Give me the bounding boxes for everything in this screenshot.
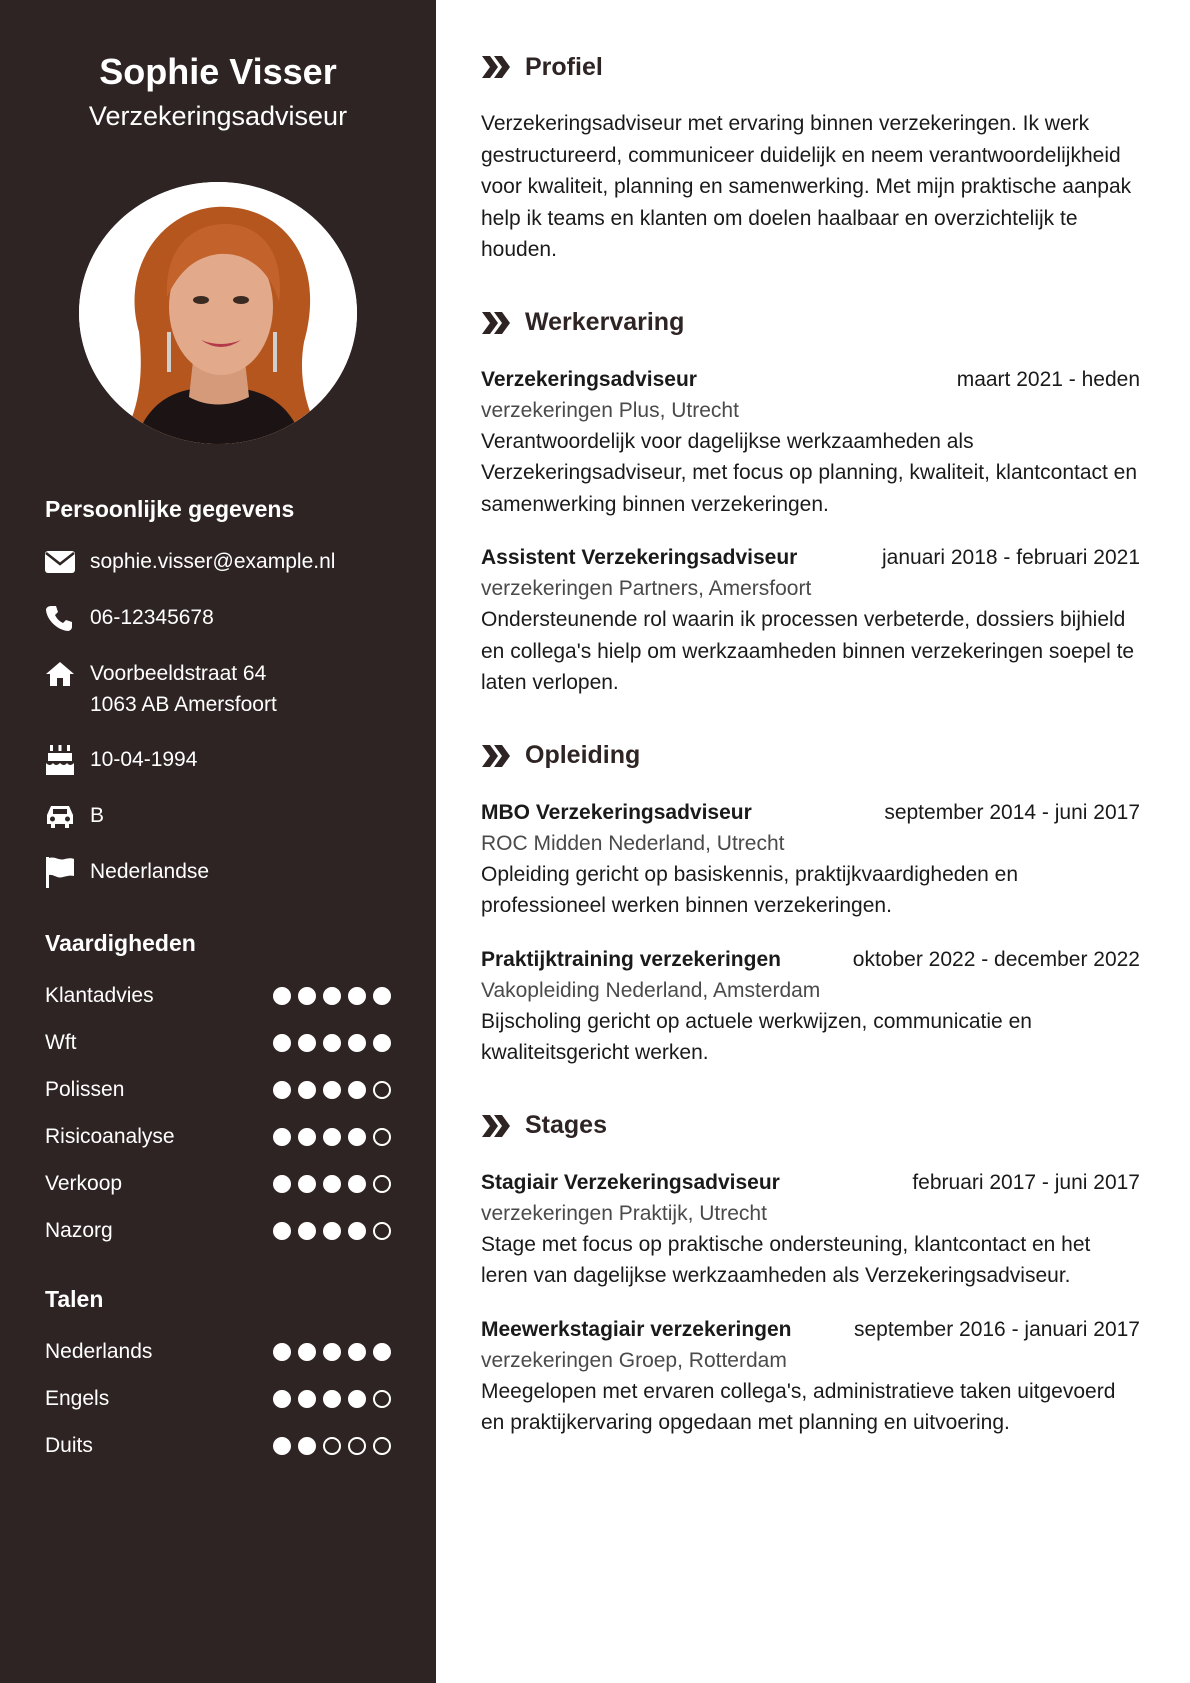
rating-dot [373,1034,391,1052]
rating-dot [298,1343,316,1361]
language-rating [271,1390,391,1408]
rating-dot [273,1437,291,1455]
rating-dot [298,1390,316,1408]
chevron-double-right-icon [481,55,525,79]
license-text: B [90,804,105,827]
language-row [45,1422,391,1469]
language-label: Duits [45,1433,93,1457]
entry-organization: verzekeringen Partners, Amersfoort [481,577,812,600]
skill-row [45,1207,391,1254]
birthdate-text: 10-04-1994 [90,748,198,771]
languages-section [45,1284,391,1469]
contact-phone [45,602,391,634]
entry-title: MBO Verzekeringsadviseur [481,800,752,824]
rating-dot [348,1175,366,1193]
entry-title: Meewerkstagiair verzekeringen [481,1317,792,1341]
rating-dot [298,987,316,1005]
language-row [45,1375,391,1422]
entry-period: september 2016 - januari 2017 [853,1317,1140,1341]
languages-heading: Talen [45,1286,104,1312]
rating-dot [273,1034,291,1052]
rating-dot [298,1437,316,1455]
flag-icon [45,856,90,888]
entry-description: Ondersteunende rol waarin ik processen verbeterde, dossiers bijhield en collega's hielp om werkzaamheden binnen verzekeringen soepel te laten verlopen. [481,608,1135,694]
entry-period: september 2014 - juni 2017 [884,800,1140,824]
cake-icon [45,744,90,776]
portrait-image [79,182,357,444]
skill-label: Wft [45,1030,77,1054]
rating-dot [348,1081,366,1099]
rating-dot [323,1343,341,1361]
entry-description: Stage met focus op praktische ondersteuning, klantcontact en het leren van dagelijkse werkzaamheden als Verzekeringsadviseur. [481,1232,1091,1287]
education-entry [481,797,1140,922]
skill-rating [271,1175,391,1193]
internships-heading: Stages [525,1111,607,1139]
entry-organization: verzekeringen Groep, Rotterdam [481,1348,787,1372]
chevron-double-right-icon [481,1114,525,1138]
rating-dot [273,1128,291,1146]
rating-dot [348,1222,366,1240]
personal-details-heading: Persoonlijke gegevens [45,496,295,522]
language-label: Engels [45,1386,110,1410]
rating-dot [298,1081,316,1099]
entry-period: oktober 2022 - december 2022 [852,947,1140,971]
chevron-double-right-icon [481,744,525,768]
rating-dot [298,1128,316,1146]
email-text: sophie.visser@example.nl [90,550,336,573]
contact-license [45,800,391,832]
internship-entry [481,1314,1140,1439]
rating-dot [373,1081,391,1099]
rating-dot [273,1081,291,1099]
entry-organization: Vakopleiding Nederland, Amsterdam [481,978,821,1002]
skill-label: Verkoop [45,1171,123,1195]
rating-dot [373,1343,391,1361]
language-row [45,1328,391,1375]
skill-row [45,1066,391,1113]
entry-description: Bijscholing gericht op actuele werkwijzen, communicatie en kwaliteitsgericht werken. [481,1009,1032,1064]
rating-dot [323,1222,341,1240]
profile-heading: Profiel [525,52,603,81]
education-section [481,739,1140,1069]
education-heading: Opleiding [525,741,641,769]
main-content [436,0,1190,1683]
internships-section [481,1109,1140,1439]
address-line-1: Voorbeeldstraat 64 [90,662,267,685]
rating-dot [348,1128,366,1146]
rating-dot [373,1222,391,1240]
internship-entry [481,1167,1140,1292]
entry-description: Opleiding gericht op basiskennis, praktijkvaardigheden en professioneel werken binnen verzekeringen. [481,862,1018,917]
rating-dot [273,1175,291,1193]
entry-title: Stagiair Verzekeringsadviseur [481,1170,780,1194]
personal-details-section [45,494,391,888]
skill-rating [271,1222,391,1240]
rating-dot [373,1437,391,1455]
skills-list [45,972,391,1254]
contact-email [45,546,391,578]
skill-rating [271,1034,391,1052]
experience-heading: Werkervaring [525,308,685,336]
languages-list [45,1328,391,1469]
rating-dot [348,987,366,1005]
rating-dot [348,1390,366,1408]
skills-heading: Vaardigheden [45,930,196,956]
rating-dot [373,987,391,1005]
language-label: Nederlands [45,1339,153,1363]
profile-photo [79,182,357,444]
entry-organization: ROC Midden Nederland, Utrecht [481,831,785,855]
rating-dot [348,1034,366,1052]
experience-entry [481,542,1140,699]
language-rating [271,1343,391,1361]
rating-dot [323,1437,341,1455]
skills-section [45,928,391,1254]
rating-dot [373,1175,391,1193]
contact-birthdate [45,744,391,776]
rating-dot [273,1390,291,1408]
candidate-name: Sophie Visser [99,51,337,92]
rating-dot [273,1222,291,1240]
rating-dot [323,987,341,1005]
entry-description: Verantwoordelijk voor dagelijkse werkzaamheden als Verzekeringsadviseur, met focus op planning, kwaliteit, klantcontact en samenwerking binnen verzekeringen. [481,429,1138,516]
rating-dot [273,1343,291,1361]
contact-nationality [45,856,391,888]
rating-dot [373,1128,391,1146]
entry-description: Meegelopen met ervaren collega's, administratieve taken uitgevoerd en praktijkervaring opgedaan met planning en uitvoering. [481,1379,1116,1434]
skill-rating [271,1128,391,1146]
experience-entry [481,364,1140,521]
experience-section [481,306,1140,699]
rating-dot [373,1390,391,1408]
phone-icon [45,602,90,634]
skill-rating [271,987,391,1005]
profile-text: Verzekeringsadviseur met ervaring binnen verzekeringen. Ik werk gestructureerd, communiceer duidelijk en neem verantwoordelijkheid voor kwaliteit, planning en samenwerking. Met mijn praktische aanpak help ik teams en klanten om doelen haalbaar en overzichtelijk te houden. [481,112,1132,261]
rating-dot [323,1128,341,1146]
entry-period: februari 2017 - juni 2017 [912,1170,1140,1194]
rating-dot [273,987,291,1005]
chevron-double-right-icon [481,311,525,335]
language-rating [271,1437,391,1455]
skill-row [45,1160,391,1207]
entry-title: Verzekeringsadviseur [481,367,697,391]
skill-row [45,1113,391,1160]
entry-organization: verzekeringen Praktijk, Utrecht [481,1201,767,1225]
rating-dot [298,1222,316,1240]
nationality-text: Nederlandse [90,860,210,883]
entry-period: januari 2018 - februari 2021 [881,546,1140,569]
rating-dot [323,1081,341,1099]
rating-dot [298,1175,316,1193]
education-entry [481,944,1140,1069]
rating-dot [348,1437,366,1455]
skill-row [45,972,391,1019]
entry-title: Praktijktraining verzekeringen [481,947,781,971]
rating-dot [298,1034,316,1052]
skill-label: Polissen [45,1077,125,1101]
home-icon [45,658,90,690]
entry-organization: verzekeringen Plus, Utrecht [481,398,739,422]
contact-address [45,658,391,720]
phone-text: 06-12345678 [90,606,214,629]
rating-dot [323,1390,341,1408]
skill-label: Nazorg [45,1218,113,1242]
skill-rating [271,1081,391,1099]
address-line-2: 1063 AB Amersfoort [90,693,277,716]
envelope-icon [45,546,90,578]
car-icon [45,800,90,832]
skill-row [45,1019,391,1066]
rating-dot [323,1175,341,1193]
entry-title: Assistent Verzekeringsadviseur [481,546,798,569]
sidebar [0,0,436,1683]
candidate-role: Verzekeringsadviseur [88,101,348,131]
skill-label: Klantadvies [45,983,154,1007]
profile-section [481,50,1140,266]
skill-label: Risicoanalyse [45,1124,175,1148]
rating-dot [348,1343,366,1361]
rating-dot [323,1034,341,1052]
entry-period: maart 2021 - heden [956,367,1140,391]
